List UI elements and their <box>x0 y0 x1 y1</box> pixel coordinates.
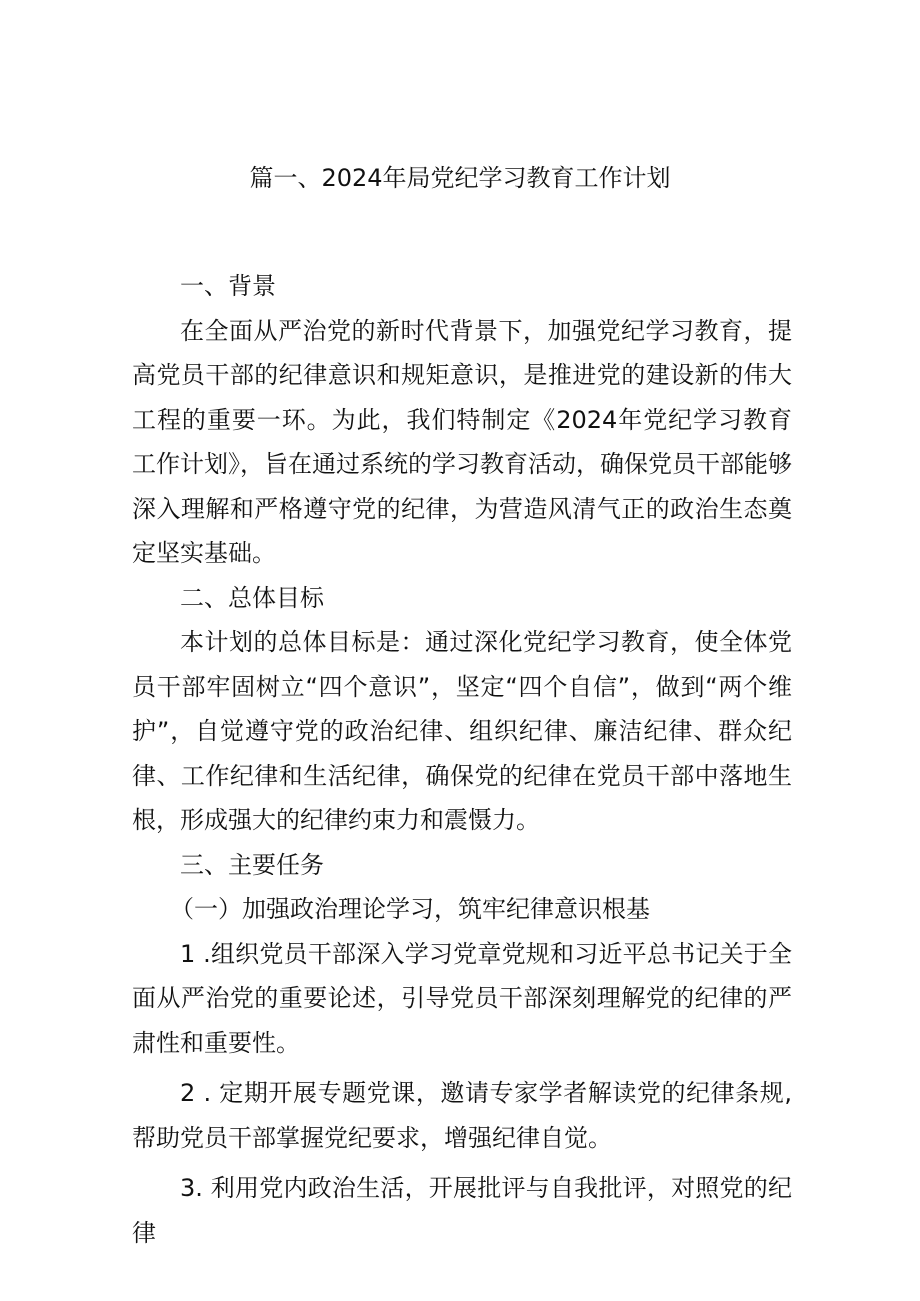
paragraph-item-2: 2 . 定期开展专题党课，邀请专家学者解读党的纪律条规,帮助党员干部掌握党纪要求，增强纪律自觉。 <box>132 1079 792 1152</box>
subheading-task-one: （一）加强政治理论学习，筑牢纪律意识根基 <box>170 895 650 923</box>
paragraph-overall-goal: 本计划的总体目标是：通过深化党纪学习教育，使全体党员干部牢固树立“四个意识”，坚定“四个自信”，做到“两个维护”，自觉遵守党的政治纪律、组织纪律、廉洁纪律、群众纪律、工作纪律和生活纪律，确保党的纪律在党员干部中落地生根，形成强大的纪律约束力和震慑力。 <box>132 628 792 834</box>
section-heading-main-tasks: 三、主要任务 <box>180 850 324 879</box>
document-title: 篇一、2024年局党纪学习教育工作计划 <box>249 164 671 192</box>
section-heading-background: 一、背景 <box>180 272 276 300</box>
paragraph-item-1: 1 .组织党员干部深入学习党章党规和习近平总书记关于全面从严治党的重要论述，引导党员干部深刻理解党的纪律的严肃性和重要性。 <box>132 939 792 1057</box>
document-body <box>132 264 792 1255</box>
paragraph-background: 在全面从严治党的新时代背景下，加强党纪学习教育，提高党员干部的纪律意识和规矩意识，是推进党的建设新的伟大工程的重要一环。为此，我们特制定《2024年党纪学习教育工作计划》，旨在通过系统的学习教育活动，确保党员干部能够深入理解和严格遵守党的纪律，为营造风清气正的政治生态奠定坚实基础。 <box>132 316 792 567</box>
section-heading-overall-goal: 二、总体目标 <box>180 583 324 612</box>
paragraph-item-3: 3. 利用党内政治生活，开展批评与自我批评，对照党的纪律 <box>132 1174 792 1247</box>
